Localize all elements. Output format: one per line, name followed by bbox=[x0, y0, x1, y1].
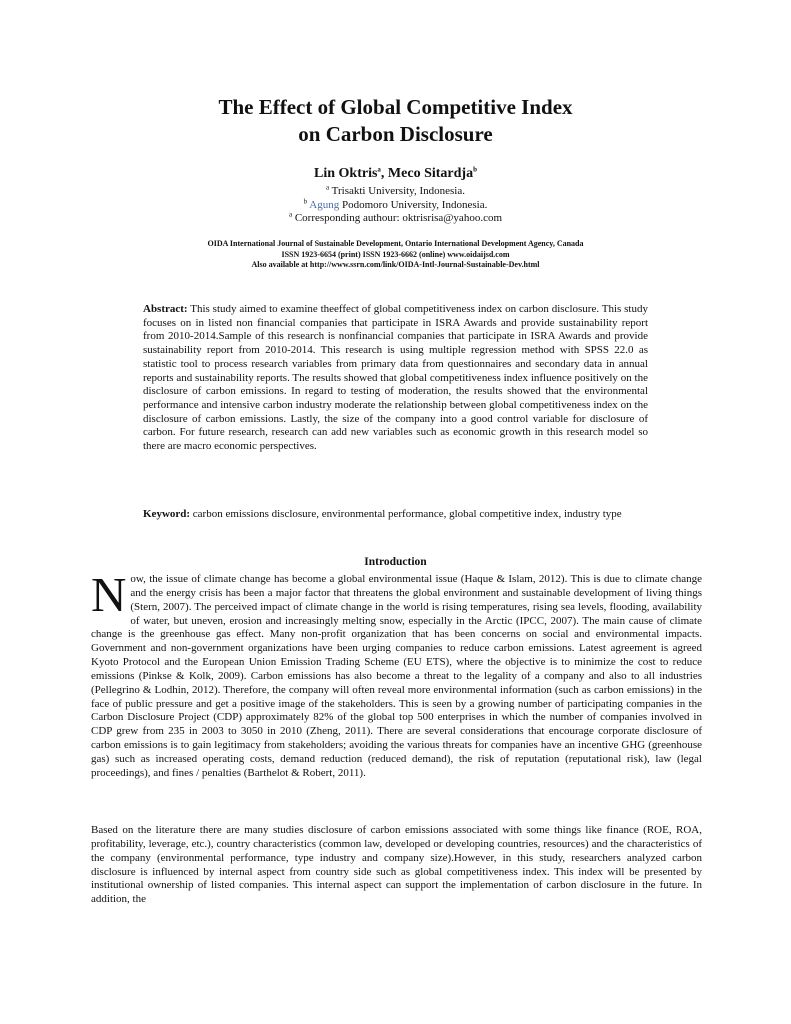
paper-title bbox=[0, 94, 791, 148]
affiliation-text: Podomoro University, Indonesia. bbox=[339, 198, 488, 211]
author-separator: , bbox=[380, 166, 388, 181]
keywords bbox=[143, 508, 648, 522]
author-superscript: b bbox=[473, 165, 477, 174]
author-name: Meco Sitardja bbox=[387, 166, 474, 181]
affiliation-line bbox=[0, 196, 791, 213]
author-superscript: a bbox=[377, 165, 381, 174]
journal-availability: Also available at http://www.ssrn.com/link/OIDA-Intl-Journal-Sustainable-Dev.html bbox=[251, 260, 540, 269]
journal-name: OIDA International Journal of Sustainable Development, Ontario International Development Agency, Canada bbox=[207, 239, 584, 248]
affiliation-text: Trisakti University, Indonesia. bbox=[329, 185, 465, 197]
intro-paragraph-1 bbox=[91, 567, 702, 781]
keyword-text: carbon emissions disclosure, environmental performance, global competitive index, industry type bbox=[190, 508, 622, 520]
drop-cap: N bbox=[91, 567, 127, 622]
title-line-2: on Carbon Disclosure bbox=[298, 122, 493, 146]
affiliation-superscript: b bbox=[303, 196, 308, 205]
journal-info bbox=[0, 239, 791, 271]
intro-paragraph-1-text: ow, the issue of climate change has become a global environmental issue (Haque & Islam, 2012). This is due to climate change and the energy crisis has been a major factor that threatens the global environment and sustainable development of living things (Stern, 2007). The perceived impact of climate change in the world is rising temperatures, rising sea levels, flooding, availability of water, but uneven, erosion and increasingly melting snow, especially in the Arctic (IPCC, 2007). The main cause of climate change is the greenhouse gas effect. Many non-profit organization that has been concerns on social and environmental impacts. Government and non-government organizations have been urging companies to reduce carbon emissions. Latest agreement is agreed Kyoto Protocol and the European Union Emission Trading Scheme (EU ETS), where the objective is to minimize the cost to reduce emissions (Pinkse & Kolk, 2009). Carbon emissions has also become a threat to the legality of a company and also to all industries (Pellegrino & Lodhin, 2012). Therefore, the company will often reveal more environmental information (such as carbon emissions) in the face of public pressure and get a positive image of the stakeholders. This is seen by a growing number of participating companies in the Carbon Disclosure Project (CDP) approximately 82% of the global top 500 enterprises in which the number of companies involved in CDP grew from 235 in 2003 to 3050 in 2010 (Zheng, 2011). There are several considerations that encourage corporate disclosure of carbon emissions is to gain legitimacy from stakeholders; avoiding the various threats for companies have an incentive GHG (greenhouse gas) such as increased operating costs, demand reduction (reduced demand), the risk of reputation (reputational risk), law (legal proceedings), and fines / penalties (Barthelot & Robert, 2011). bbox=[91, 573, 702, 779]
affiliation-superscript: a bbox=[326, 183, 330, 192]
section-heading-introduction: Introduction bbox=[364, 556, 427, 568]
keyword-label: Keyword: bbox=[143, 508, 191, 520]
affiliation-text: Corresponding authour: oktrisrisa@yahoo.com bbox=[292, 212, 503, 224]
abstract-text: This study aimed to examine theeffect of global competitiveness index on carbon disclosure. This study focuses on in listed non financial companies that participate in ISRA Awards and provide sustainability report from 2010-2014.Sample of this research is nonfinancial companies that participate in ISRA Awards and provide sustainability report from 2010-2014. This research is using multiple regression method with SPSS 22.0 as statistic tool to process research variables from primary data from questionnaires and secondary data in annual reports and sustainability reports. The results showed that global competitiveness index influence positively on the disclosure of carbon emissions. In regard to testing of moderation, the results showed that the environmental performance and intensive carbon industry moderate the relationship between global competitiveness index on the disclosure of carbon emissions. Lastly, the size of the company into a good control variable for disclosure of carbon. For future research, research can add new variables such as economic growth in this research model so there are macro economic perspectives. bbox=[143, 303, 648, 453]
affiliation-superscript: a bbox=[288, 210, 293, 219]
abstract bbox=[143, 303, 648, 454]
title-line-1: The Effect of Global Competitive Index bbox=[218, 95, 573, 119]
author-line bbox=[0, 166, 791, 182]
affiliation-text-highlight: Agung bbox=[307, 198, 340, 211]
affiliation-line bbox=[0, 185, 791, 199]
journal-issn: ISSN 1923-6654 (print) ISSN 1923-6662 (online) www.oidaijsd.com bbox=[281, 249, 510, 259]
intro-paragraph-2: Based on the literature there are many studies disclosure of carbon emissions associated with some things like finance (ROE, ROA, profitability, leverage, etc.), country characteristics (common law, developed or developing countries, resources) and the characteristics of the company (environmental performance, type industry and company size).However, in this study, researchers analyzed carbon disclosure is influenced by internal aspect from country side such as global competitiveness index. This index will be presented by institutional ownership of listed companies. This internal aspect can support the implementation of carbon disclosure in the future. In addition, the bbox=[91, 824, 702, 906]
affiliations bbox=[0, 185, 791, 226]
corresponding-author bbox=[0, 212, 791, 226]
author-name: Lin Oktris bbox=[314, 166, 378, 181]
abstract-label: Abstract: bbox=[143, 303, 188, 315]
